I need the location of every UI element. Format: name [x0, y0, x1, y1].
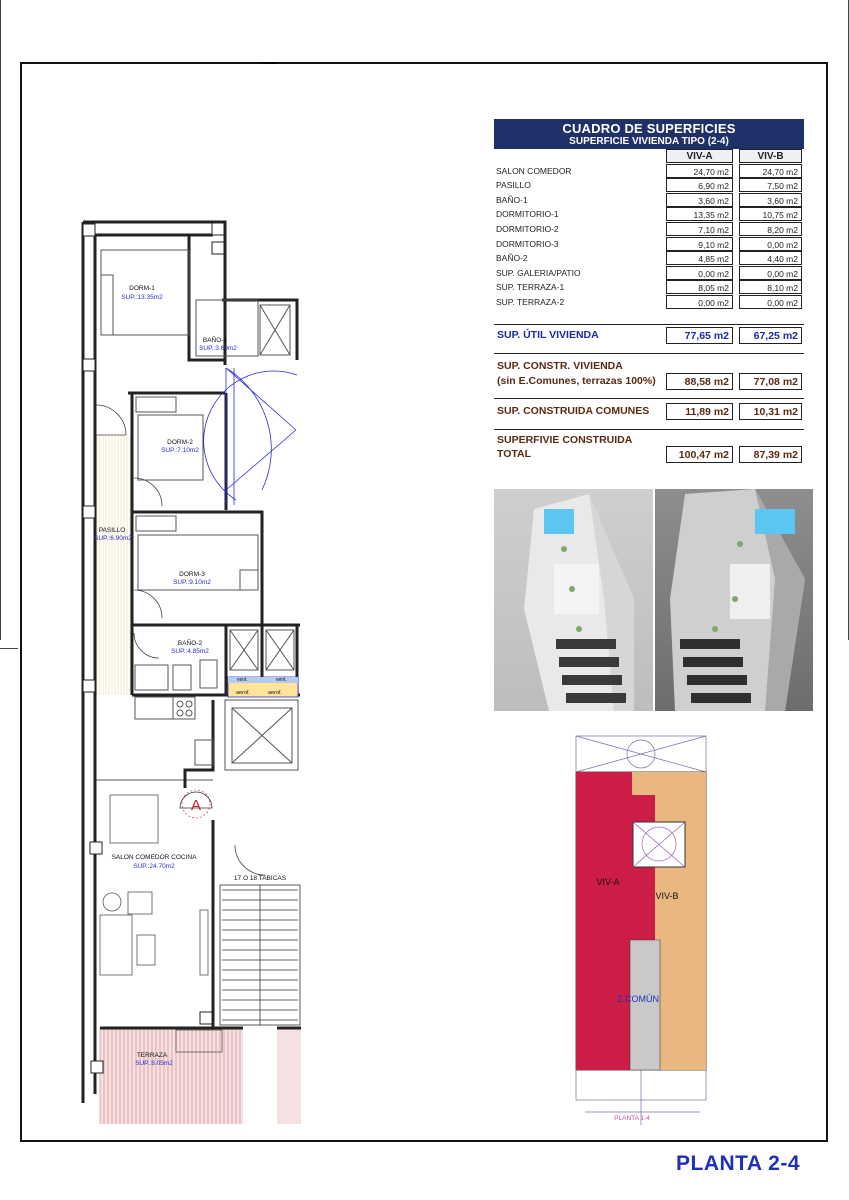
planta-title: PLANTA 2-4 [676, 1152, 801, 1175]
constr-label-2: (sin E.Comunes, terrazas 100%) [497, 374, 656, 387]
comunes-label: SUP. CONSTRUIDA COMUNES [497, 404, 650, 417]
row-label: DORMITORIO-1 [496, 209, 559, 220]
row-value-a: 3,60 m2 [666, 193, 733, 207]
row-value-b: 24,70 m2 [739, 164, 802, 178]
table-subtitle: SUPERFICIE VIVIENDA TIPO (2-4) [569, 136, 729, 147]
zone-viv-b-label: VIV-B [655, 891, 679, 901]
row-value-a: 9,10 m2 [666, 237, 733, 251]
room-name-bano-2: BAÑO-2 [177, 640, 203, 647]
row-label: DORMITORIO-2 [496, 223, 559, 234]
row-value-b: 4,40 m2 [739, 251, 802, 265]
constr-b: 77,08 m2 [739, 373, 802, 390]
total-label-1: SUPERFIVIE CONSTRUIDA [497, 433, 633, 446]
room-sup-dorm-2: SUP.:7.10m2 [161, 447, 199, 454]
row-value-a: 8,05 m2 [666, 280, 733, 294]
room-name-salon: SALON COMEDOR COCINA [111, 854, 197, 861]
row-label: BAÑO-1 [496, 194, 528, 205]
planta-small-label: PLANTA 1-4 [614, 1115, 650, 1122]
vent-label-left: vent. [237, 677, 248, 683]
zone-viv-a-label: VIV-A [596, 877, 620, 887]
vent-label-right: vent. [276, 677, 287, 683]
row-label: SUP. GALERIA/PATIO [496, 267, 581, 278]
table-title: CUADRO DE SUPERFICIES [562, 121, 736, 136]
room-sup-salon: SUP.:24.70m2 [133, 863, 175, 870]
comunes-b: 10,31 m2 [739, 403, 802, 420]
room-sup-terraza: SUP.:8.05m2 [135, 1060, 173, 1067]
row-value-a: 0,00 m2 [666, 266, 733, 280]
room-sup-dorm-1: SUP.:13.35m2 [121, 294, 163, 301]
row-value-a: 4,85 m2 [666, 251, 733, 265]
constr-label-1: SUP. CONSTR. VIVIENDA [497, 359, 623, 372]
total-b: 87,39 m2 [739, 446, 802, 463]
row-value-b: 8,20 m2 [739, 222, 802, 236]
aerof-label-right: aerof. [268, 690, 283, 696]
room-sup-bano-2: SUP.:4.85m2 [171, 648, 209, 655]
row-label: DORMITORIO-3 [496, 238, 559, 249]
room-name-pasillo: PASILLO [98, 527, 126, 534]
total-a: 100,47 m2 [666, 446, 733, 463]
col-header-viv-b: VIV-B [739, 149, 802, 163]
comunes-a: 11,89 m2 [666, 403, 733, 420]
util-a: 77,65 m2 [666, 327, 733, 344]
key-plan-shaft [633, 822, 685, 867]
row-value-b: 0,00 m2 [739, 237, 802, 251]
row-value-a: 0,00 m2 [666, 295, 733, 309]
room-sup-pasillo: SUP.:6.90m2 [94, 535, 132, 542]
row-value-a: 6,90 m2 [666, 178, 733, 192]
row-label: SUP. TERRAZA-2 [496, 296, 565, 307]
row-label: SUP. TERRAZA-1 [496, 282, 565, 293]
aerof-label-left: aerof. [236, 690, 251, 696]
util-b: 67,25 m2 [739, 327, 802, 344]
util-label: SUP. ÚTIL VIVIENDA [497, 328, 599, 341]
row-value-a: 13,35 m2 [666, 207, 733, 221]
room-name-terraza: TERRAZA [136, 1052, 168, 1059]
zone-comun-label: Z.COMÚN [617, 994, 659, 1004]
room-sup-bano-1: SUP.:3.60m2 [199, 345, 237, 352]
row-value-a: 24,70 m2 [666, 164, 733, 178]
row-value-b: 0,00 m2 [739, 295, 802, 309]
row-label: PASILLO [496, 180, 531, 191]
row-value-a: 7,10 m2 [666, 222, 733, 236]
row-label: BAÑO-2 [496, 253, 528, 264]
room-name-dorm-2: DORM-2 [167, 439, 193, 446]
row-value-b: 3,60 m2 [739, 193, 802, 207]
row-value-b: 8,10 m2 [739, 280, 802, 294]
row-value-b: 0,00 m2 [739, 266, 802, 280]
total-label-2: TOTAL [497, 447, 532, 460]
room-name-dorm-3: DORM-3 [179, 571, 205, 578]
col-header-viv-a: VIV-A [666, 149, 733, 163]
stairs-label: 17 O 18 TABICAS [233, 875, 287, 882]
zone-comun [630, 940, 660, 1070]
room-name-dorm-1: DORM-1 [129, 285, 155, 292]
row-label: SALON COMEDOR [496, 165, 572, 176]
constr-a: 88,58 m2 [666, 373, 733, 390]
room-name-bano-1: BAÑO-1 [202, 337, 228, 344]
unit-marker-letter: A [190, 797, 202, 814]
room-sup-dorm-3: SUP.:9.10m2 [173, 579, 211, 586]
row-value-b: 7,50 m2 [739, 178, 802, 192]
row-value-b: 10,75 m2 [739, 207, 802, 221]
